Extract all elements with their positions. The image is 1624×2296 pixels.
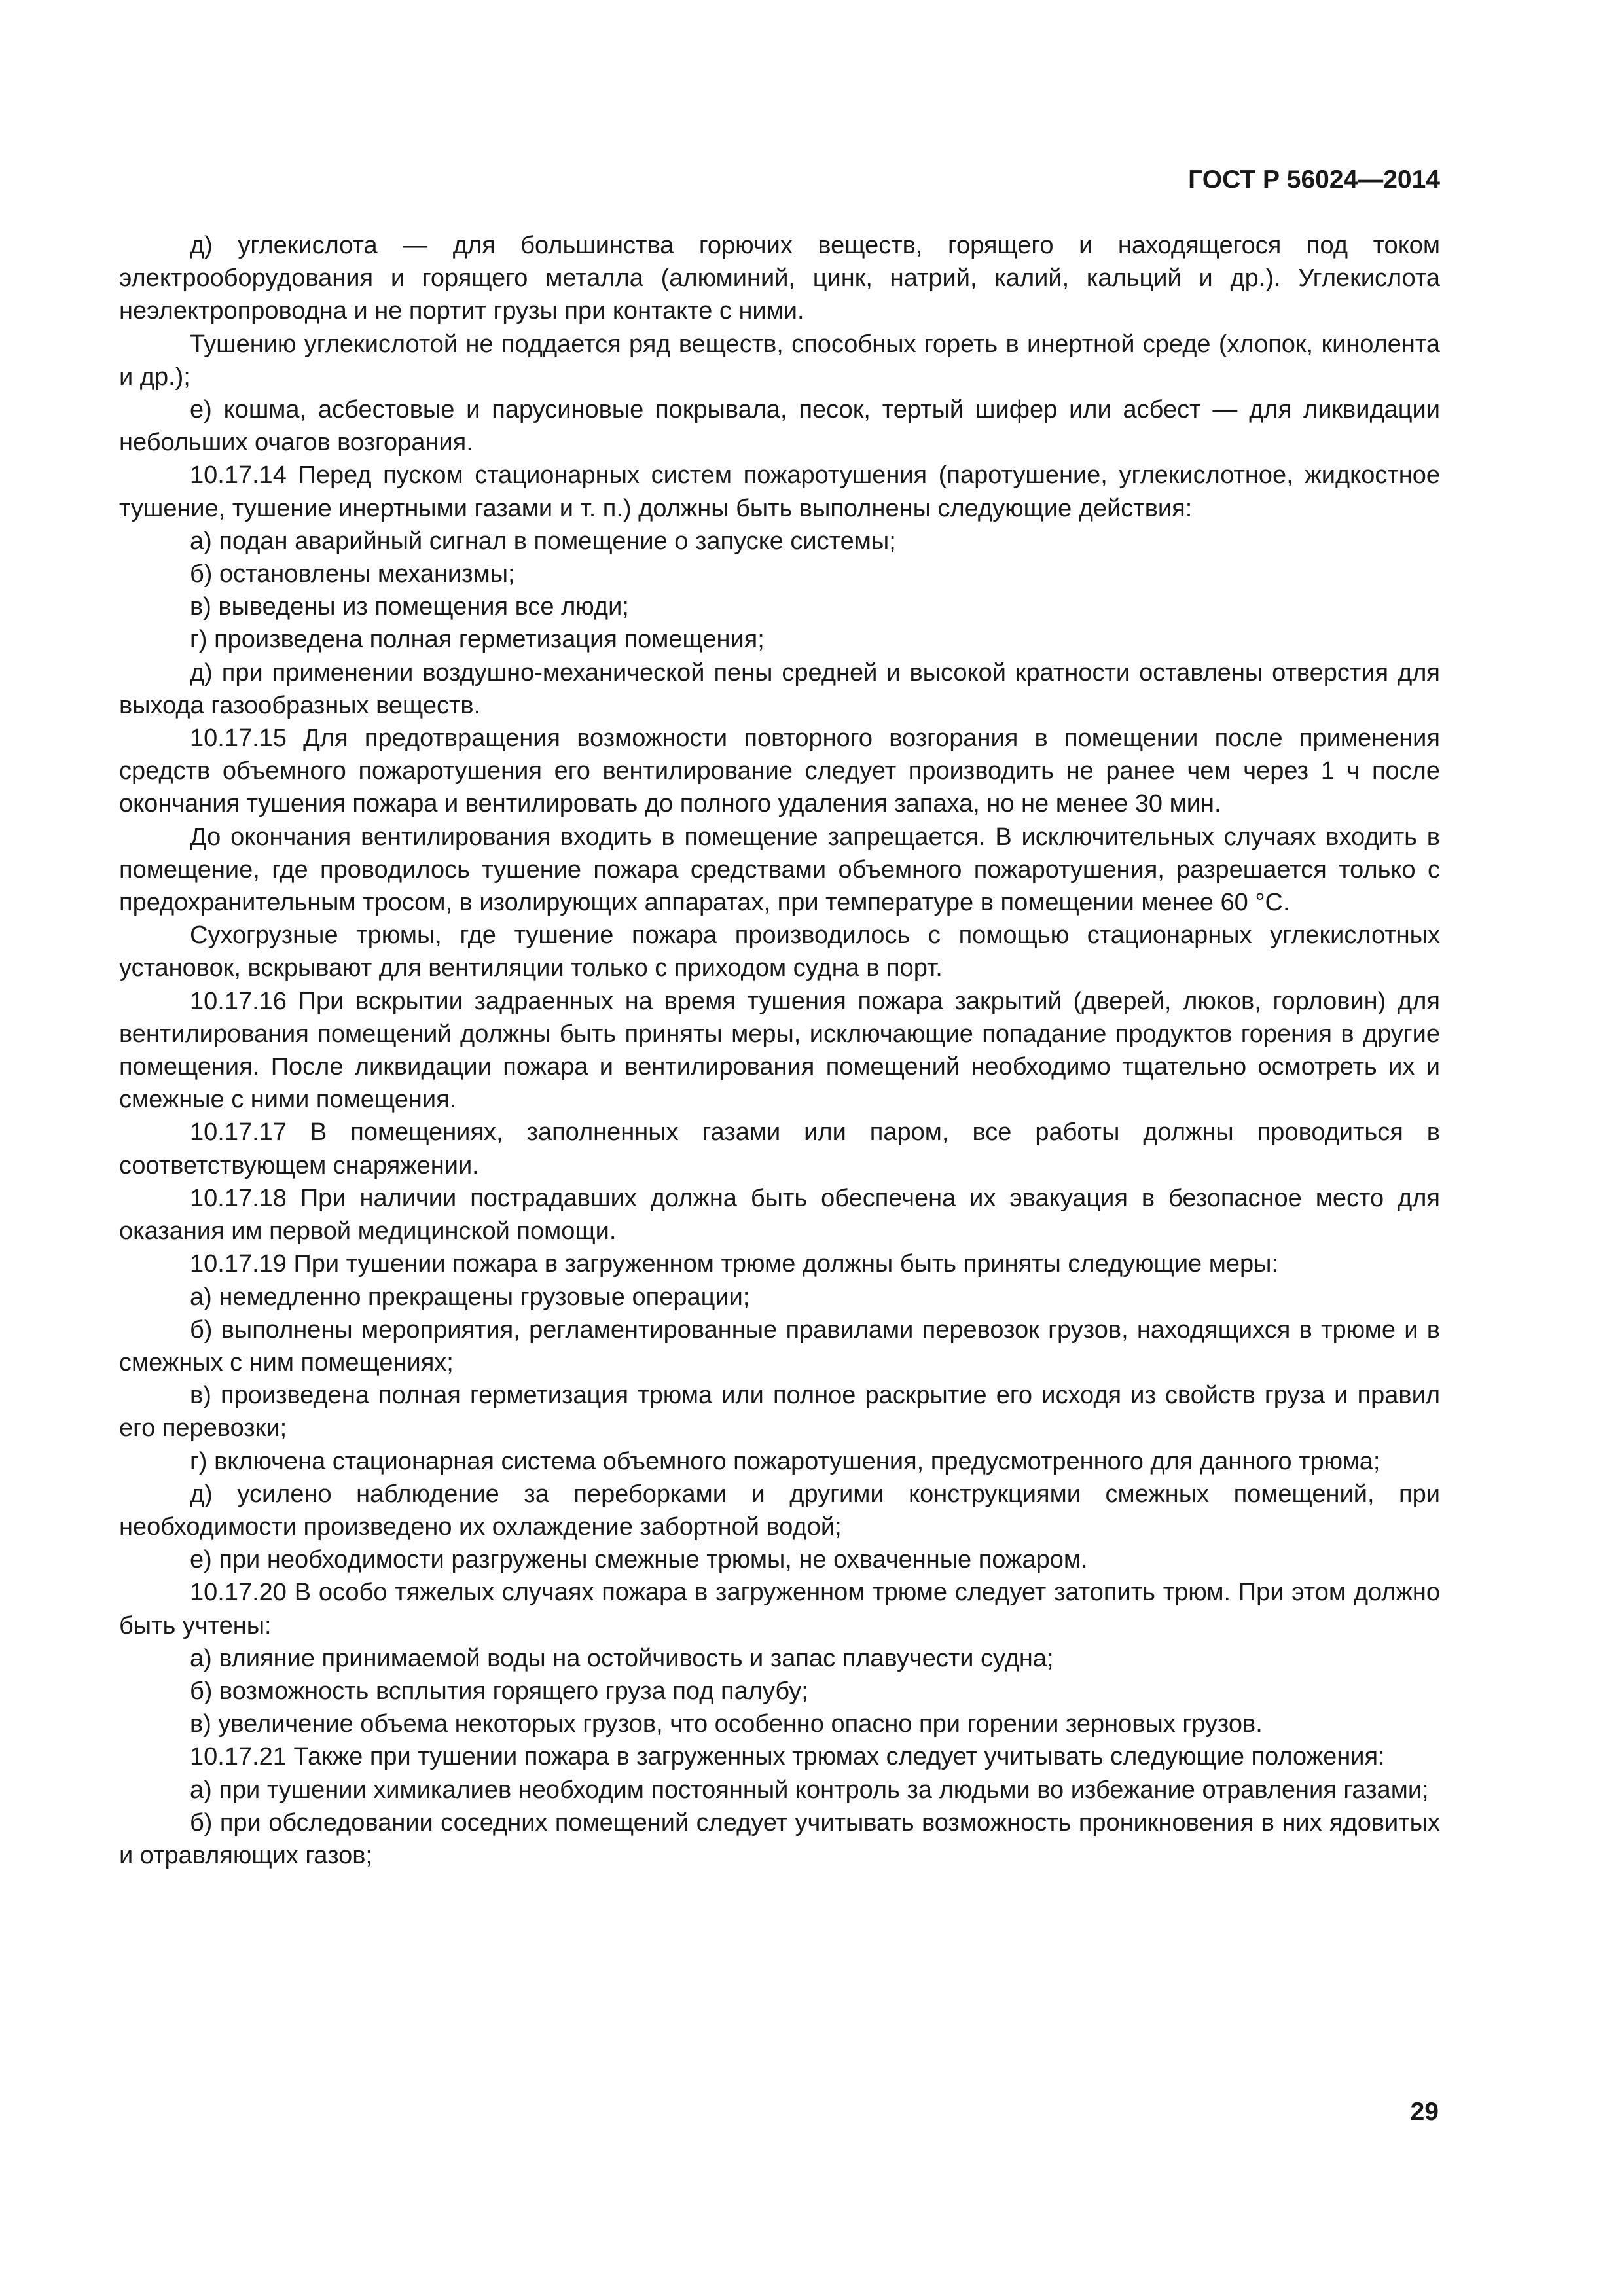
paragraph: Тушению углекислотой не поддается ряд веществ, способных гореть в инертной среде (хлопок, кинолента и др.);	[119, 330, 1440, 391]
paragraph: 10.17.20 В особо тяжелых случаях пожара в загруженном трюме следует затопить трюм. При этом должно быть учтены:	[119, 1579, 1440, 1640]
paragraph: Сухогрузные трюмы, где тушение пожара производилось с помощью стационарных углекислотных установок, вскрывают для вентиляции только с приходом судна в порт.	[119, 922, 1440, 982]
paragraph: е) при необходимости разгружены смежные трюмы, не охваченные пожаром.	[190, 1546, 1088, 1574]
paragraph: 10.17.18 При наличии пострадавших должна быть обеспечена их эвакуация в безопасное место для оказания им первой медицинской помощи.	[119, 1184, 1440, 1246]
paragraph: б) возможность всплытия горящего груза под палубу;	[190, 1677, 808, 1705]
page-number: 29	[1410, 2098, 1439, 2126]
paragraph: г) включена стационарная система объемного пожаротушения, предусмотренного для данного трюма;	[190, 1447, 1380, 1475]
paragraph: а) при тушении химикалиев необходим постоянный контроль за людьми во избежание отравления газами;	[190, 1776, 1429, 1804]
paragraph: в) выведены из помещения все люди;	[190, 593, 629, 621]
paragraph: 10.17.21 Также при тушении пожара в загруженных трюмах следует учитывать следующие положения:	[190, 1743, 1385, 1771]
paragraph: г) произведена полная герметизация помещения;	[190, 626, 765, 654]
paragraph: д) углекислота — для большинства горючих веществ, горящего и находящегося под током электрооборудования и горящего металла (алюминий, цинк, натрий, калий, кальций и др.). Углекислота неэлектропроводна и не портит грузы при контакте с ними.	[119, 232, 1440, 325]
paragraph: 10.17.19 При тушении пожара в загруженном трюме должны быть приняты следующие меры:	[190, 1250, 1279, 1278]
paragraph: е) кошма, асбестовые и парусиновые покрывала, песок, тертый шифер или асбест — для ликвидации небольших очагов возгорания.	[119, 396, 1440, 457]
paragraph: До окончания вентилирования входить в помещение запрещается. В исключительных случаях входить в помещение, где проводилось тушение пожара средствами объемного пожаротушения, разрешается только с предохранительным тросом, в изолирующих аппаратах, при температуре в помещении менее 60 °С.	[119, 823, 1440, 917]
paragraph: б) выполнены мероприятия, регламентированные правилами перевозок грузов, находящихся в трюме и в смежных с ним помещениях;	[119, 1316, 1440, 1376]
paragraph: б) остановлены механизмы;	[190, 560, 515, 588]
body-text	[119, 229, 1440, 1872]
paragraph: а) подан аварийный сигнал в помещение о запуске системы;	[190, 527, 896, 555]
paragraph: 10.17.17 В помещениях, заполненных газами или паром, все работы должны проводиться в соответствующем снаряжении.	[119, 1119, 1440, 1179]
paragraph: в) увеличение объема некоторых грузов, что особенно опасно при горении зерновых грузов.	[190, 1710, 1263, 1738]
paragraph: в) произведена полная герметизация трюма или полное раскрытие его исходя из свойств груза и правил его перевозки;	[119, 1382, 1440, 1443]
paragraph: 10.17.15 Для предотвращения возможности повторного возгорания в помещении после применения средств объемного пожаротушения его вентилирование следует производить не ранее чем через 1 ч после окончания тушения пожара и вентилировать до полного удаления запаха, но не менее 30 мин.	[119, 725, 1440, 818]
paragraph: б) при обследовании соседних помещений следует учитывать возможность проникновения в них ядовитых и отравляющих газов;	[119, 1808, 1440, 1869]
paragraph: д) при применении воздушно-механической пены средней и высокой кратности оставлены отверстия для выхода газообразных веществ.	[119, 658, 1440, 719]
paragraph: а) влияние принимаемой воды на остойчивость и запас плавучести судна;	[190, 1644, 1054, 1672]
paragraph: 10.17.14 Перед пуском стационарных систем пожаротушения (паротушение, углекислотное, жидкостное тушение, тушение инертными газами и т. п.) должны быть выполнены следующие действия:	[119, 461, 1440, 522]
paragraph: 10.17.16 При вскрытии задраенных на время тушения пожара закрытий (дверей, люков, горловин) для вентилирования помещений должны быть приняты меры, исключающие попадание продуктов горения в другие помещения. После ликвидации пожара и вентилирования помещений необходимо тщательно осмотреть их и смежные с ними помещения.	[119, 987, 1440, 1114]
paragraph: д) усилено наблюдение за переборками и другими конструкциями смежных помещений, при необходимости произведено их охлаждение забортной водой;	[119, 1480, 1440, 1541]
document-code-header: ГОСТ Р 56024—2014	[1188, 166, 1440, 194]
paragraph: а) немедленно прекращены грузовые операции;	[190, 1283, 750, 1311]
